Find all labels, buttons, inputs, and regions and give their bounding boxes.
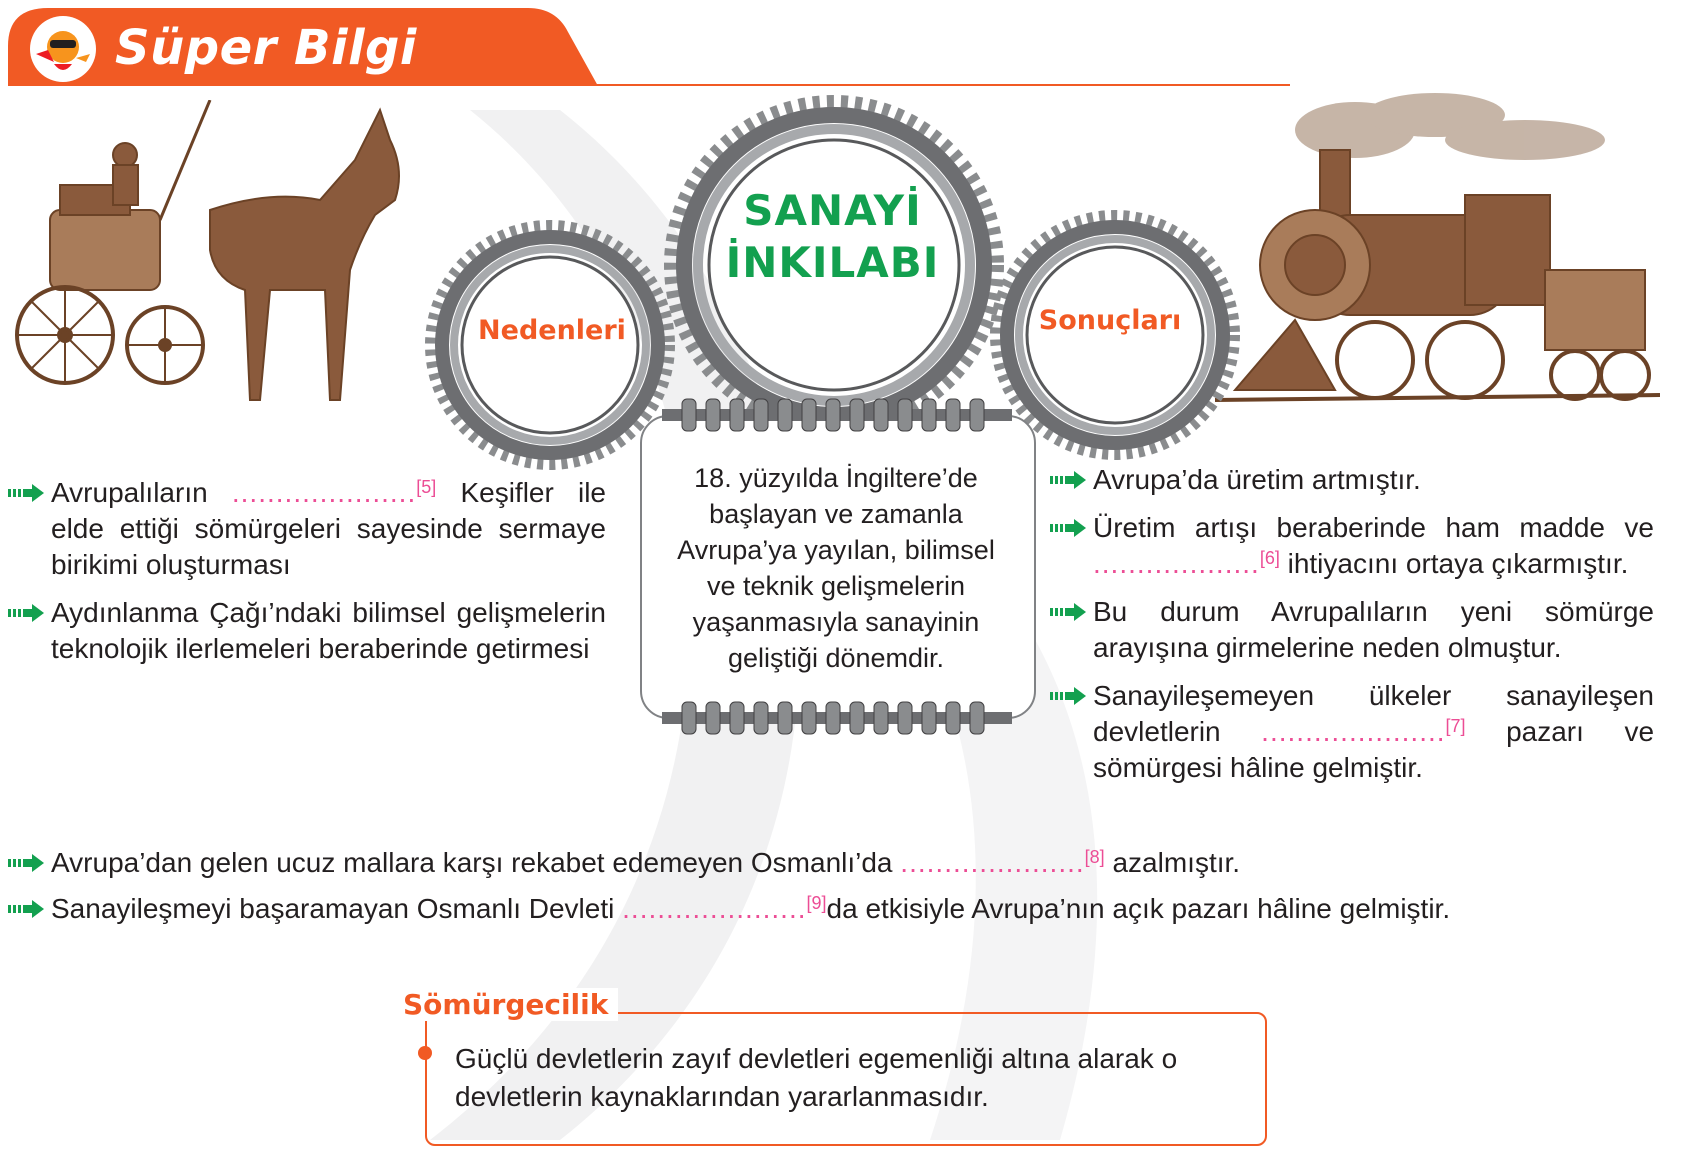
arrow-bullet-icon [1050, 519, 1086, 537]
title-line-1: SANAYİ [743, 186, 922, 235]
item-text-after: Keşifler ile elde ettiği sömürgeleri sayesinde sermaye birikimi oluşturması [51, 477, 607, 580]
osmanli-list [8, 845, 1668, 937]
item-text-before: Üretim artışı beraberinde ham madde ve [1093, 512, 1654, 543]
header-divider [560, 84, 1290, 86]
sonuclari-label: Sonuçları [1038, 305, 1182, 336]
fill-in-blank[interactable]: ..................... [231, 477, 417, 508]
item-text-after: azalmıştır. [1112, 847, 1241, 878]
arrow-bullet-icon [1050, 687, 1086, 705]
list-item [8, 475, 606, 583]
bullet-dot-icon [418, 1046, 432, 1060]
list-item [1050, 510, 1654, 582]
arrow-bullet-icon [8, 604, 44, 622]
worm-gear-bottom [662, 698, 1012, 738]
list-item [1050, 678, 1654, 786]
fill-in-blank[interactable]: ..................... [1261, 716, 1446, 747]
arrow-bullet-icon [8, 900, 44, 918]
list-item [1050, 594, 1654, 666]
item-text-before: Avrupa’dan gelen ucuz mallara karşı rekabet edemeyen Osmanlı’da [51, 847, 893, 878]
horse-carriage-illustration [10, 100, 440, 440]
blank-ref: [6] [1259, 548, 1280, 568]
item-text-before: Sanayileşmeyi başaramayan Osmanlı Devleti [51, 893, 615, 924]
sonuclar-list [1050, 462, 1654, 798]
item-text-after: pazarı ve sömürgesi hâline gelmiştir. [1093, 716, 1655, 783]
list-item [8, 845, 1668, 881]
list-item [8, 595, 606, 667]
item-text-after: ihtiyacını ortaya çıkarmıştır. [1287, 548, 1629, 579]
page-title: Süper Bilgi [115, 20, 417, 76]
item-text-after: da etkisiyle Avrupa’nın açık pazarı hâline gelmiştir. [826, 893, 1451, 924]
fill-in-blank[interactable]: ................... [1093, 548, 1260, 579]
somurgecilik-title: Sömürgecilik [393, 988, 618, 1021]
list-item [1050, 462, 1654, 498]
arrow-bullet-icon [1050, 471, 1086, 489]
item-text-before: Sanayileşemeyen ülkeler sanayileşen devletlerin [1093, 680, 1654, 747]
sanayi-inkilabi-title [725, 185, 940, 289]
blank-ref: [9] [806, 893, 827, 913]
item-text: Bu durum Avrupalıların yeni sömürge arayışına girmelerine neden olmuştur. [1093, 596, 1654, 663]
fill-in-blank[interactable]: ..................... [900, 847, 1085, 878]
list-item [8, 891, 1668, 927]
item-text-before: Avrupalıların [51, 477, 208, 508]
arrow-bullet-icon [8, 484, 44, 502]
title-line-2: İNKILABI [725, 238, 940, 287]
blank-ref: [7] [1445, 716, 1466, 736]
nedenler-list [8, 475, 606, 679]
blank-ref: [8] [1084, 847, 1105, 867]
item-text: Avrupa’da üretim artmıştır. [1093, 464, 1421, 495]
arrow-bullet-icon [8, 854, 44, 872]
nedenleri-label: Nedenleri [478, 315, 626, 346]
arrow-bullet-icon [1050, 603, 1086, 621]
steam-locomotive-illustration [1215, 90, 1660, 430]
blank-ref: [5] [416, 477, 437, 497]
superhero-mascot-icon [28, 14, 98, 84]
somurgecilik-text: Güçlü devletlerin zayıf devletleri egemenliği altına alarak o devletlerin kaynaklarından yararlanmasıdır. [455, 1043, 1178, 1112]
definition-text: 18. yüzyılda İngiltere’de başlayan ve zamanla Avrupa’ya yayılan, bilimsel ve teknik gelişmelerin yaşanmasıyla sanayinin geliştiği dönemdir. [677, 463, 995, 673]
item-text: Aydınlanma Çağı’ndaki bilimsel gelişmelerin teknolojik ilerlemeleri beraberinde getirmesi [51, 597, 606, 664]
fill-in-blank[interactable]: ..................... [622, 893, 807, 924]
worm-gear-top [662, 395, 1012, 435]
